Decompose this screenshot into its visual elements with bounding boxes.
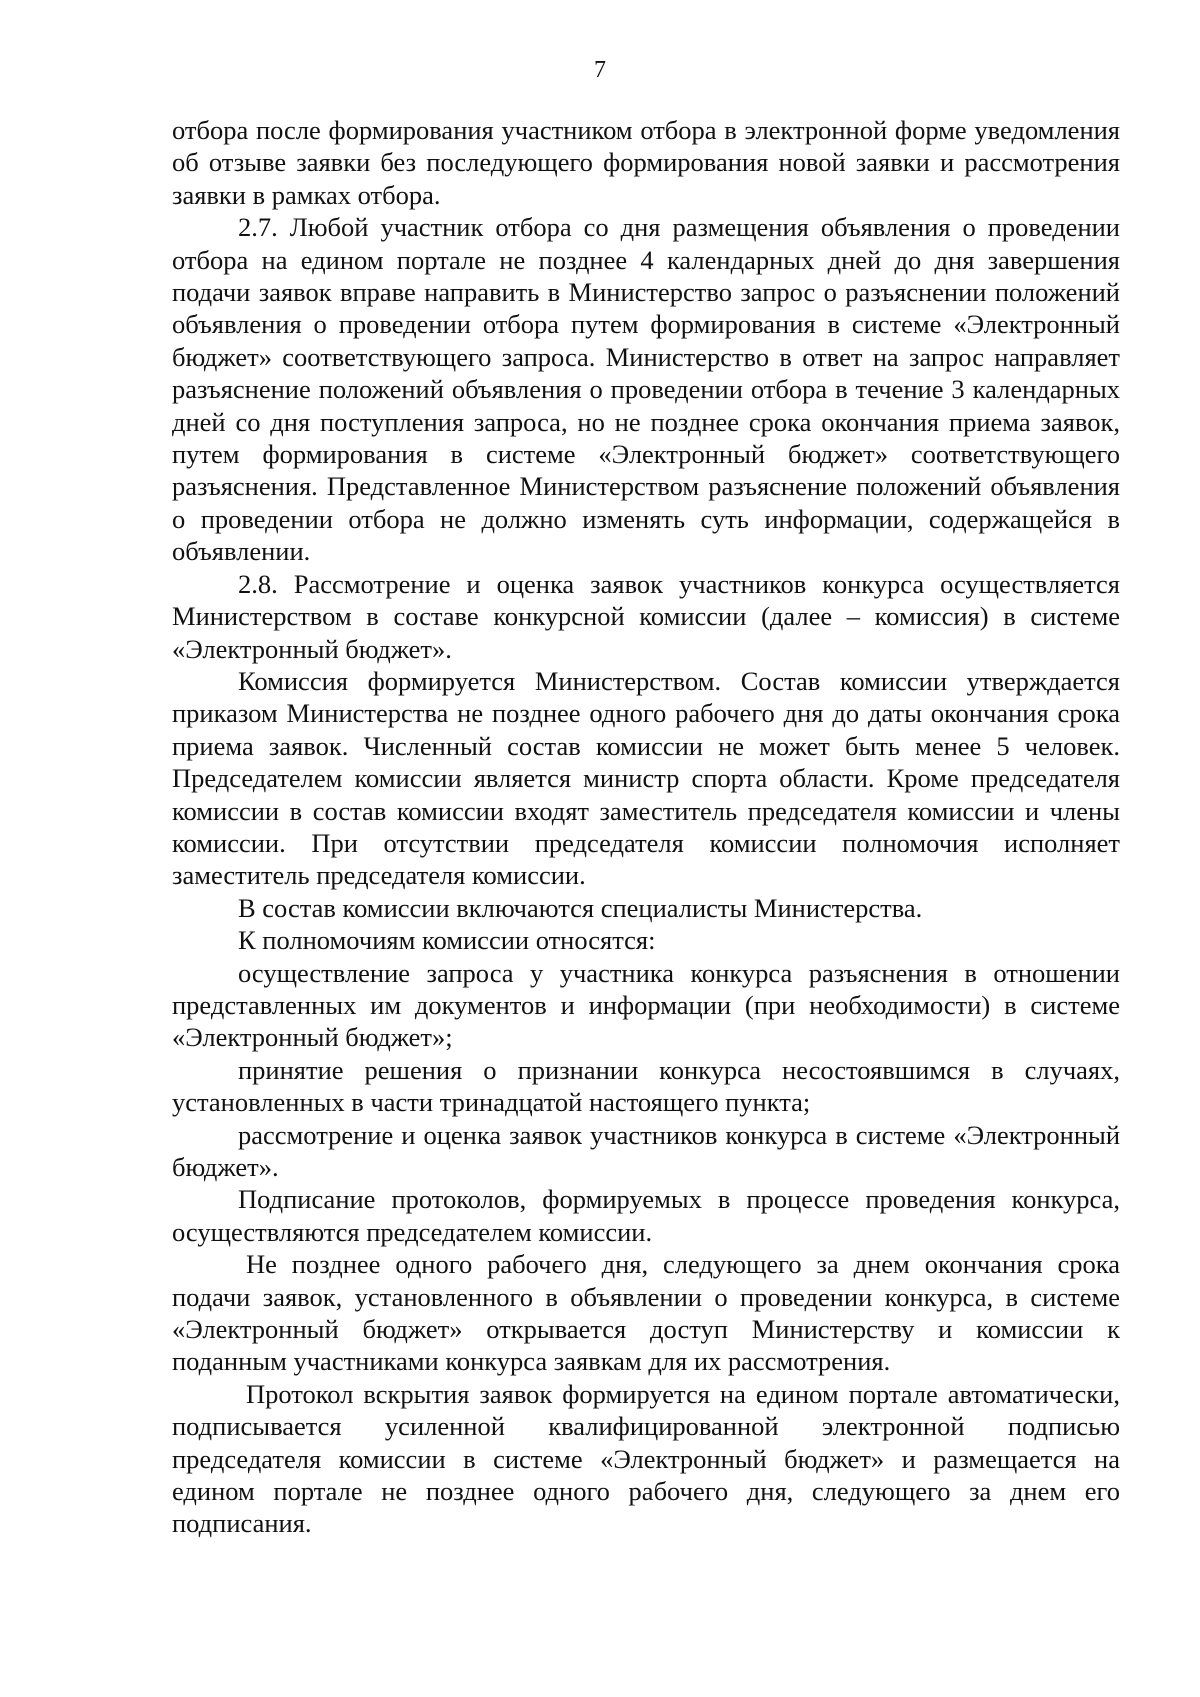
paragraph-2-7: 2.7. Любой участник отбора со дня размещения объявления о проведении отбора на едином портале не позднее 4 календарных дней до дня завершения подачи заявок вправе направить в Министерство запрос о разъяснении положений объявления о проведении отбора путем формирования в системе «Электронный бюджет» соответствующего запроса. Министерство в ответ на запрос направляет разъяснение положений объявления о проведении отбора в течение 3 календарных дней со дня поступления запроса, но не позднее срока окончания приема заявок, путем формирования в системе «Электронный бюджет» соответствующего разъяснения. Представленное Министерством разъяснение положений объявления о проведении отбора не должно изменять суть информации, содержащейся в объявлении.	[172, 212, 1120, 567]
paragraph-protocol-signing: Подписание протоколов, формируемых в процессе проведения конкурса, осуществляются председателем комиссии.	[172, 1184, 1120, 1247]
list-item-failed-contest-decision: принятие решения о признании конкурса несостоявшимся в случаях, установленных в части тринадцатой настоящего пункта;	[172, 1054, 1120, 1118]
paragraph-commission-powers-heading: К полномочиям комиссии относятся:	[238, 925, 656, 956]
paragraph-commission-formation: Комиссия формируется Министерством. Состав комиссии утверждается приказом Министерства не позднее одного рабочего дня до даты окончания срока приема заявок. Численный состав комиссии не может быть менее 5 человек. Председателем комиссии является министр спорта области. Кроме председателя комиссии в состав комиссии входят заместитель председателя комиссии и члены комиссии. При отсутствии председателя комиссии полномочия исполняет заместитель председателя комиссии.	[172, 665, 1120, 891]
paragraph-continuation: отбора после формирования участником отбора в электронной форме уведомления об отзыве заявки без последующего формирования новой заявки и рассмотрения заявки в рамках отбора.	[172, 115, 1120, 210]
list-item-request-clarification: осуществление запроса у участника конкурса разъяснения в отношении представленных им документов и информации (при необходимости) в системе «Электронный бюджет»;	[172, 957, 1120, 1053]
list-item-review-applications: рассмотрение и оценка заявок участников конкурса в системе «Электронный бюджет».	[172, 1119, 1120, 1182]
paragraph-opening-protocol: Протокол вскрытия заявок формируется на едином портале автоматически, подписывается усиленной квалифицированной электронной подписью председателя комиссии в системе «Электронный бюджет» и размещается на едином портале не позднее одного рабочего дня, следующего за днем его подписания.	[172, 1378, 1120, 1539]
paragraph-2-8: 2.8. Рассмотрение и оценка заявок участников конкурса осуществляется Министерством в составе конкурсной комиссии (далее – комиссия) в системе «Электронный бюджет».	[172, 568, 1120, 664]
paragraph-access-opening: Не позднее одного рабочего дня, следующего за днем окончания срока подачи заявок, установленного в объявлении о проведении конкурса, в системе «Электронный бюджет» открывается доступ Министерству и комиссии к поданным участниками конкурса заявкам для их рассмотрения.	[172, 1249, 1120, 1377]
document-body	[172, 114, 1120, 1540]
paragraph-commission-members: В состав комиссии включаются специалисты Министерства.	[238, 892, 923, 923]
page-number: 7	[594, 57, 606, 83]
